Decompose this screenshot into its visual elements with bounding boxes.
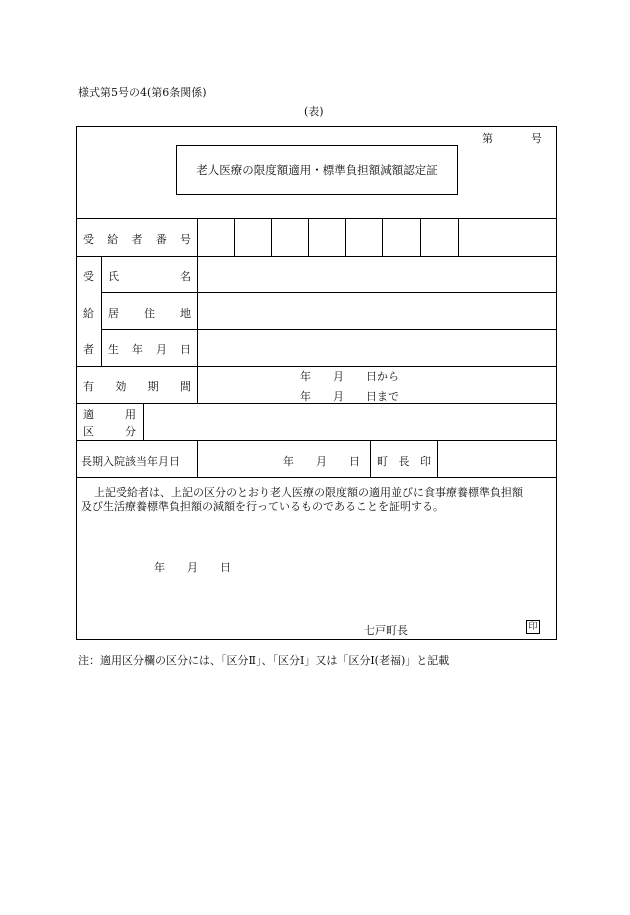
digit-divider — [234, 218, 235, 256]
category-label-line1: 適 用 — [83, 408, 136, 421]
col-line — [437, 440, 438, 477]
digit-divider — [458, 218, 459, 256]
certification-text-line2: 及び生活療養標準負担額の減額を行っているものであることを証明する。 — [81, 500, 444, 513]
row-line — [76, 440, 557, 441]
row-line — [76, 218, 557, 219]
recipient-sha: 者 — [83, 343, 94, 356]
row-line — [101, 292, 557, 293]
recipient-group-divider — [101, 256, 102, 366]
form-number: 様式第5号の4(第6条関係) — [78, 86, 207, 99]
recipient-ju: 受 — [83, 270, 94, 283]
seal-char: 印 — [528, 621, 538, 632]
certification-text-line1: 上記受給者は、上記の区分のとおり老人医療の限度額の適用並びに食事療養標準負担額 — [94, 486, 523, 499]
number-prefix: 第 — [482, 132, 493, 145]
col-line — [197, 440, 198, 477]
recipient-kyu: 給 — [83, 307, 94, 320]
valid-to: 年 月 日まで — [300, 390, 399, 403]
col-line — [197, 256, 198, 403]
birthdate-label: 生 年 月 日 — [108, 343, 191, 356]
col-line — [143, 403, 144, 440]
row-line — [76, 256, 557, 257]
row-line — [76, 366, 557, 367]
long-stay-label: 長期入院該当年月日 — [81, 455, 180, 468]
frame-top — [76, 126, 557, 127]
frame-right — [556, 126, 557, 640]
certification-date: 年 月 日 — [154, 561, 231, 574]
certificate-title: 老人医療の限度額適用・標準負担額減額認定証 — [196, 163, 438, 177]
mayor-seal-label: 町 長 印 — [377, 455, 431, 468]
issuer-name: 七戸町長 — [364, 624, 408, 637]
digit-divider — [382, 218, 383, 256]
address-label: 居 住 地 — [108, 307, 191, 320]
long-stay-date: 年 月 日 — [283, 455, 360, 468]
col-line — [370, 440, 371, 477]
recipient-number-label: 受 給 者 番 号 — [83, 233, 191, 246]
frame-left — [76, 126, 77, 640]
number-suffix: 号 — [531, 132, 542, 145]
seal-mark — [526, 620, 540, 634]
digit-divider — [271, 218, 272, 256]
digit-divider — [345, 218, 346, 256]
digit-divider — [308, 218, 309, 256]
validity-label: 有 効 期 間 — [83, 380, 191, 393]
digit-divider — [420, 218, 421, 256]
row-line — [101, 329, 557, 330]
side-label: (表) — [304, 105, 324, 118]
footnote: 注：適用区分欄の区分には、「区分Ⅱ」、「区分Ⅰ」又は「区分Ⅰ(老福)」と記載 — [78, 654, 450, 667]
title-box — [176, 145, 458, 195]
category-label-line2: 区 分 — [83, 425, 136, 438]
frame-bottom — [76, 639, 557, 640]
valid-from: 年 月 日から — [300, 370, 399, 383]
row-line — [76, 477, 557, 478]
col-line — [197, 218, 198, 256]
name-label: 氏 名 — [108, 270, 191, 283]
